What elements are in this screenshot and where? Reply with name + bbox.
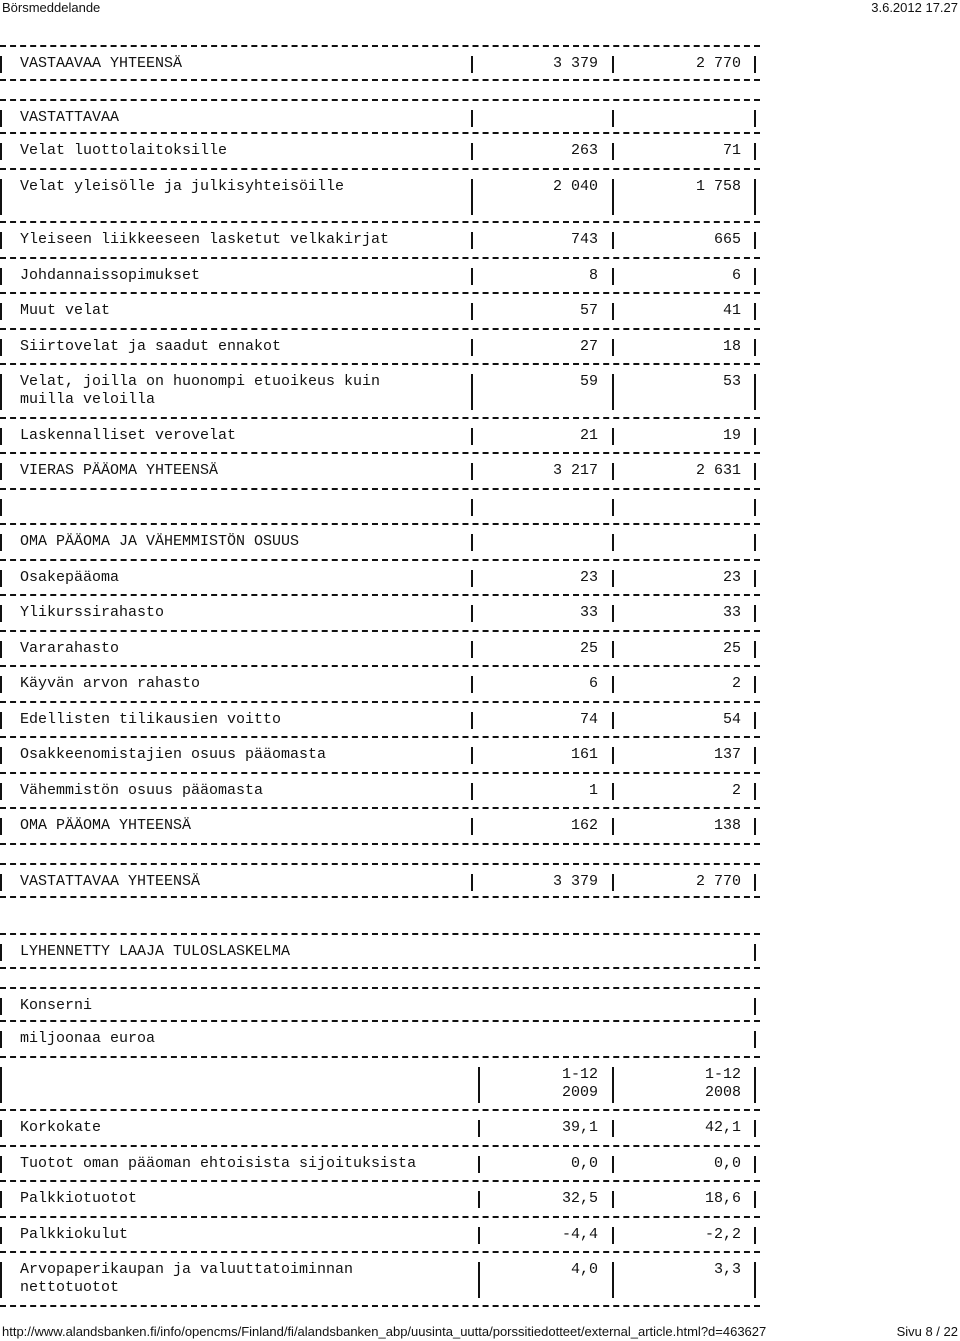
column-divider <box>471 143 473 160</box>
value-current-year: 161 <box>570 746 598 763</box>
section-title-row <box>0 933 760 969</box>
column-divider <box>754 110 756 127</box>
value-current-year: 4,0 <box>570 1261 598 1278</box>
column-divider <box>612 303 614 320</box>
row-label: Tuotot oman pääoman ehtoisista sijoituksista <box>20 1154 417 1172</box>
column-divider <box>754 747 756 764</box>
column-divider <box>0 998 2 1015</box>
column-divider <box>478 1262 480 1298</box>
group-row <box>0 987 760 1023</box>
row-label: Palkkiokulut <box>20 1225 129 1243</box>
value-current-year: 2 040 <box>552 177 598 195</box>
column-divider <box>612 783 614 800</box>
value-current-year: 3 217 <box>552 462 598 479</box>
column-divider <box>471 179 473 215</box>
page-header <box>0 0 960 16</box>
value-previous-year: 18 <box>722 337 741 355</box>
row-label: Arvopaperikaupan ja valuuttatoiminnan nettotuotot <box>20 1261 354 1296</box>
column-divider <box>754 499 756 516</box>
column-divider <box>754 303 756 320</box>
value-current-year: 8 <box>588 266 598 284</box>
value-previous-year: 6 <box>731 266 741 284</box>
column-divider <box>612 499 614 516</box>
value-current-year: 59 <box>579 373 598 390</box>
table-row <box>0 738 760 774</box>
column-divider <box>0 143 2 160</box>
table-row <box>0 223 760 259</box>
value-current-year: 0,0 <box>570 1154 598 1172</box>
table-row <box>0 632 760 668</box>
footer-url[interactable]: http://www.alandsbanken.fi/info/opencms/Finland/fi/alandsbanken_abp/uusinta_uutta/porssitiedotteet/external_article.html?d=463627 <box>2 1324 767 1339</box>
row-label: Ylikurssirahasto <box>20 604 165 621</box>
row-label: OMA PÄÄOMA YHTEENSÄ <box>20 817 192 834</box>
column-divider <box>754 339 756 356</box>
column-divider <box>754 676 756 693</box>
column-divider <box>754 268 756 285</box>
value-previous-year: 33 <box>722 604 741 621</box>
row-label: Velat luottolaitoksille <box>20 142 228 159</box>
column-divider <box>0 1067 2 1103</box>
column-divider <box>754 1156 756 1173</box>
row-label: Palkkiotuotot <box>20 1190 138 1207</box>
column-divider <box>754 712 756 729</box>
column-divider <box>754 605 756 622</box>
value-current-year: 263 <box>570 142 598 159</box>
table-row <box>0 809 760 845</box>
column-divider <box>0 944 2 961</box>
value-previous-year: 19 <box>722 426 741 444</box>
value-previous-year: 25 <box>722 639 741 657</box>
row-label: Osakkeenomistajien osuus pääomasta <box>20 746 327 763</box>
column-divider <box>612 232 614 249</box>
column-divider <box>612 605 614 622</box>
page-footer <box>0 1324 960 1341</box>
column-divider <box>478 1067 480 1103</box>
total-assets-row <box>0 45 760 81</box>
column-divider <box>754 463 756 480</box>
row-label: Laskennalliset verovelat <box>20 426 237 444</box>
column-divider <box>0 712 2 729</box>
column-divider <box>0 1227 2 1244</box>
table-row <box>0 99 760 135</box>
table-row <box>0 1147 760 1183</box>
column-divider <box>471 374 473 410</box>
column-divider <box>0 1031 2 1048</box>
value-previous-year: 3,3 <box>713 1261 741 1278</box>
column-divider <box>0 1191 2 1208</box>
column-divider <box>754 1031 756 1048</box>
column-divider <box>612 339 614 356</box>
value-previous-year: 0,0 <box>713 1154 741 1172</box>
value-current-year: 27 <box>579 337 598 355</box>
table-row <box>0 419 760 455</box>
row-label: Osakepääoma <box>20 568 120 586</box>
row-label: Edellisten tilikausien voitto <box>20 710 282 728</box>
column-divider <box>478 1227 480 1244</box>
row-label: Siirtovelat ja saadut ennakot <box>20 337 282 355</box>
column-divider <box>471 641 473 658</box>
value-current-year: 162 <box>570 817 598 834</box>
column-divider <box>754 1120 756 1137</box>
column-divider <box>754 1067 756 1103</box>
column-divider <box>471 747 473 764</box>
column-divider <box>0 747 2 764</box>
column-divider <box>754 143 756 160</box>
column-divider <box>612 374 614 410</box>
value-previous-year: 71 <box>722 142 741 159</box>
column-divider <box>754 1227 756 1244</box>
total-liabilities-row <box>0 863 760 899</box>
value-previous-year: 2 631 <box>695 462 741 479</box>
table-row <box>0 703 760 739</box>
row-label: VASTATTAVAA YHTEENSÄ <box>20 872 201 890</box>
table-row <box>0 490 760 526</box>
value-current-year: 33 <box>579 604 598 621</box>
column-divider <box>0 874 2 891</box>
column-divider <box>0 534 2 551</box>
column-divider <box>471 534 473 551</box>
value-previous-year: 23 <box>722 568 741 586</box>
row-label: Vähemmistön osuus pääomasta <box>20 781 264 799</box>
column-divider <box>612 747 614 764</box>
row-label: VASTATTAVAA <box>20 108 120 126</box>
column-divider <box>612 1262 614 1298</box>
value-previous-year: 2 770 <box>695 872 741 890</box>
column-divider <box>0 1262 2 1298</box>
value-current-year: 32,5 <box>561 1190 598 1207</box>
column-divider <box>612 874 614 891</box>
column-divider <box>471 428 473 445</box>
value-current-year: 3 379 <box>552 55 598 72</box>
column-divider <box>0 605 2 622</box>
column-divider <box>471 268 473 285</box>
value-current-year: 23 <box>579 568 598 586</box>
column-divider <box>0 499 2 516</box>
value-current-year: 57 <box>579 302 598 319</box>
value-previous-year: 138 <box>713 817 741 834</box>
column-divider <box>471 874 473 891</box>
column-divider <box>471 499 473 516</box>
column-divider <box>471 712 473 729</box>
column-divider <box>754 783 756 800</box>
table-row <box>0 774 760 810</box>
value-previous-year: 137 <box>713 746 741 763</box>
column-divider <box>0 1120 2 1137</box>
column-divider <box>612 56 614 73</box>
column-divider <box>478 1191 480 1208</box>
column-divider <box>0 179 2 215</box>
column-divider <box>0 676 2 693</box>
row-label: Käyvän arvon rahasto <box>20 675 201 692</box>
header-title: Börsmeddelande <box>2 0 101 15</box>
column-divider <box>754 570 756 587</box>
column-divider <box>471 463 473 480</box>
column-divider <box>612 1191 614 1208</box>
table-row <box>0 596 760 632</box>
column-divider <box>612 179 614 215</box>
table-row <box>0 1218 760 1254</box>
table-row <box>0 561 760 597</box>
column-divider <box>612 463 614 480</box>
value-current-year: 1 <box>588 781 598 799</box>
column-divider <box>0 641 2 658</box>
column-divider <box>754 56 756 73</box>
column-divider <box>612 110 614 127</box>
column-divider <box>0 783 2 800</box>
column-divider <box>612 676 614 693</box>
row-label: Vararahasto <box>20 639 120 657</box>
value-previous-year: 1-12 2008 <box>704 1065 741 1101</box>
value-current-year: 3 379 <box>552 872 598 890</box>
column-divider <box>612 143 614 160</box>
unit-row <box>0 1022 760 1058</box>
column-divider <box>754 944 756 961</box>
column-divider <box>754 998 756 1015</box>
value-current-year: 1-12 2009 <box>561 1065 598 1101</box>
column-divider <box>612 268 614 285</box>
table-row <box>0 454 760 490</box>
value-previous-year: 2 770 <box>695 55 741 72</box>
value-previous-year: 53 <box>722 373 741 390</box>
row-label: Konserni <box>20 996 93 1014</box>
table-row <box>0 134 760 170</box>
column-divider <box>478 1156 480 1173</box>
row-label: Johdannaissopimukset <box>20 266 201 284</box>
column-divider <box>612 1156 614 1173</box>
table-row <box>0 365 760 419</box>
column-divider <box>612 1067 614 1103</box>
table-row <box>0 1111 760 1147</box>
row-label: VIERAS PÄÄOMA YHTEENSÄ <box>20 462 219 479</box>
table-row <box>0 667 760 703</box>
row-label: Velat yleisölle ja julkisyhteisöille <box>20 177 345 195</box>
column-divider <box>471 570 473 587</box>
column-divider <box>754 428 756 445</box>
row-label: miljoonaa euroa <box>20 1030 156 1047</box>
column-divider <box>612 641 614 658</box>
value-previous-year: -2,2 <box>704 1225 741 1243</box>
column-divider <box>754 534 756 551</box>
column-divider <box>754 232 756 249</box>
header-timestamp: 3.6.2012 17.27 <box>871 0 958 15</box>
value-current-year: 74 <box>579 710 598 728</box>
value-previous-year: 54 <box>722 710 741 728</box>
table-row <box>0 170 760 224</box>
column-divider <box>0 268 2 285</box>
period-header-row <box>0 1058 760 1112</box>
value-previous-year: 2 <box>731 675 741 692</box>
value-previous-year: 665 <box>713 231 741 248</box>
column-divider <box>754 818 756 835</box>
column-divider <box>754 1262 756 1298</box>
value-current-year: 21 <box>579 426 598 444</box>
column-divider <box>754 179 756 215</box>
value-previous-year: 1 758 <box>695 177 741 195</box>
column-divider <box>0 232 2 249</box>
column-divider <box>612 712 614 729</box>
page-number: Sivu 8 / 22 <box>896 1324 958 1339</box>
row-label: Yleiseen liikkeeseen lasketut velkakirjat <box>20 231 390 248</box>
row-label: OMA PÄÄOMA JA VÄHEMMISTÖN OSUUS <box>20 533 300 550</box>
column-divider <box>0 1156 2 1173</box>
column-divider <box>0 570 2 587</box>
value-previous-year: 41 <box>722 302 741 319</box>
column-divider <box>754 1191 756 1208</box>
column-divider <box>0 463 2 480</box>
row-label: Muut velat <box>20 302 111 319</box>
balance-sheet-table <box>0 45 760 898</box>
column-divider <box>471 818 473 835</box>
column-divider <box>612 534 614 551</box>
row-label: Velat, joilla on huonompi etuoikeus kuin muilla veloilla <box>20 373 381 408</box>
value-previous-year: 18,6 <box>704 1190 741 1207</box>
column-divider <box>612 428 614 445</box>
row-label: LYHENNETTY LAAJA TULOSLASKELMA <box>20 943 291 960</box>
table-row <box>0 294 760 330</box>
income-statement-table <box>0 933 760 1307</box>
column-divider <box>471 605 473 622</box>
value-current-year: 25 <box>579 639 598 657</box>
column-divider <box>471 303 473 320</box>
table-row <box>0 525 760 561</box>
column-divider <box>471 232 473 249</box>
column-divider <box>0 428 2 445</box>
table-row <box>0 1253 760 1307</box>
table-row <box>0 259 760 295</box>
value-current-year: 6 <box>588 675 598 692</box>
row-label: Korkokate <box>20 1119 102 1136</box>
value-current-year: 39,1 <box>561 1119 598 1136</box>
column-divider <box>754 641 756 658</box>
column-divider <box>0 56 2 73</box>
column-divider <box>0 110 2 127</box>
column-divider <box>478 1120 480 1137</box>
column-divider <box>612 570 614 587</box>
column-divider <box>612 1227 614 1244</box>
column-divider <box>0 339 2 356</box>
value-current-year: 743 <box>570 231 598 248</box>
column-divider <box>0 818 2 835</box>
table-row <box>0 1182 760 1218</box>
column-divider <box>612 818 614 835</box>
column-divider <box>754 374 756 410</box>
column-divider <box>754 874 756 891</box>
value-previous-year: 42,1 <box>704 1119 741 1136</box>
column-divider <box>471 339 473 356</box>
column-divider <box>612 1120 614 1137</box>
column-divider <box>0 303 2 320</box>
value-current-year: -4,4 <box>561 1225 598 1243</box>
column-divider <box>471 56 473 73</box>
table-row <box>0 330 760 366</box>
row-label: VASTAAVAA YHTEENSÄ <box>20 55 183 72</box>
column-divider <box>0 374 2 410</box>
column-divider <box>471 110 473 127</box>
column-divider <box>471 783 473 800</box>
column-divider <box>471 676 473 693</box>
value-previous-year: 2 <box>731 781 741 799</box>
